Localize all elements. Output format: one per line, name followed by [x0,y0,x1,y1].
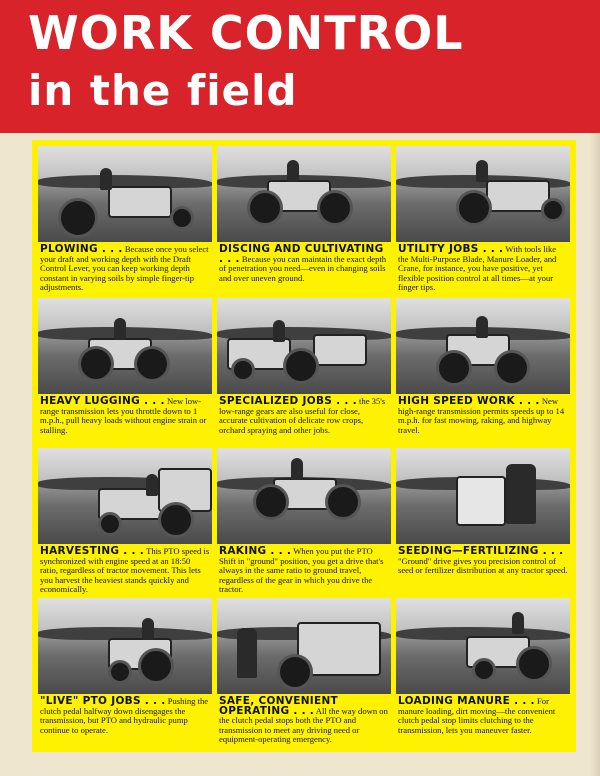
heavy-lugging-photo [38,298,212,394]
feature-live-pto [38,598,212,735]
feature-seeding [396,448,570,576]
feature-raking [217,448,391,595]
seeding-photo [396,448,570,544]
page-title: WORK CONTROL [28,6,464,60]
safe-operating-photo [217,598,391,694]
feature-plowing [38,146,212,293]
live-pto-photo [38,598,212,694]
raking-photo [217,448,391,544]
safe-operating-caption: SAFE, CONVENIENT OPERATING . . . All the way down on the clutch pedal stops both the PTO and transmission to meet any driving need or equipment-operating emergency. [219,695,388,745]
plowing-photo [38,146,212,242]
specialized-caption: SPECIALIZED JOBS . . . the 35's low-range gears are also useful for close, accurate cultivation of delicate row crops, orchard spraying and other jobs. [219,395,386,435]
discing-caption: DISCING AND CULTIVATING . . . Because you can maintain the exact depth of penetration you need—even in changing soils and over uneven ground. [219,243,387,283]
harvesting-caption: HARVESTING . . . This PTO speed is synchronized with engine speed at an 18:50 ratio, regardless of tractor movement. This lets you harvest the heaviest stands quickly and economically. [40,545,210,595]
discing-photo [217,146,391,242]
heavy-lugging-caption: HEAVY LUGGING . . . New low-range transmission lets you throttle down to 1 m.p.h., pull heavy loads without engine strain or stalling. [40,395,207,435]
utility-caption: UTILITY JOBS . . . With tools like the Multi-Purpose Blade, Manure Loader, and Crane, for instance, you have positive, yet flexible position control at all times—at your finger tips. [398,243,557,293]
feature-harvesting [38,448,212,595]
feature-specialized [217,298,391,435]
feature-loading-manure [396,598,570,735]
page-edge [590,133,600,776]
loading-manure-caption: LOADING MANURE . . . For manure loading, dirt moving—the convenient clutch pedal stop limits clutching to the transmission, lets you maneuver faster. [398,695,556,735]
high-speed-photo [396,298,570,394]
feature-heavy-lugging [38,298,212,435]
seeding-caption: SEEDING—FERTILIZING . . . "Ground" drive gives you precision control of seed or fertilizer distribution at any tractor speed. [398,545,568,576]
harvesting-photo [38,448,212,544]
feature-utility [396,146,570,293]
raking-caption: RAKING . . . When you put the PTO Shift in "ground" position, you get a drive that's always in the same ratio to ground travel, regardless of the gear in which you drive the tractor. [219,545,384,595]
feature-high-speed [396,298,570,435]
page-subtitle: in the field [28,66,298,115]
features-panel [32,140,576,752]
live-pto-caption: "LIVE" PTO JOBS . . . Pushing the clutch pedal halfway down disengages the transmission, but PTO and hydraulic pump continue to operate. [40,695,209,735]
feature-discing [217,146,391,283]
feature-safe-operating [217,598,391,745]
plowing-caption: PLOWING . . . Because once you select your draft and working depth with the Draft Control Lever, you can keep working depth constant in varying soils by simple finger-tip adjustments. [40,243,209,293]
specialized-photo [217,298,391,394]
high-speed-caption: HIGH SPEED WORK . . . New high-range transmission permits speeds up to 14 m.p.h. for fast mowing, raking, and highway travel. [398,395,565,435]
utility-photo [396,146,570,242]
loading-manure-photo [396,598,570,694]
header-banner [0,0,600,133]
